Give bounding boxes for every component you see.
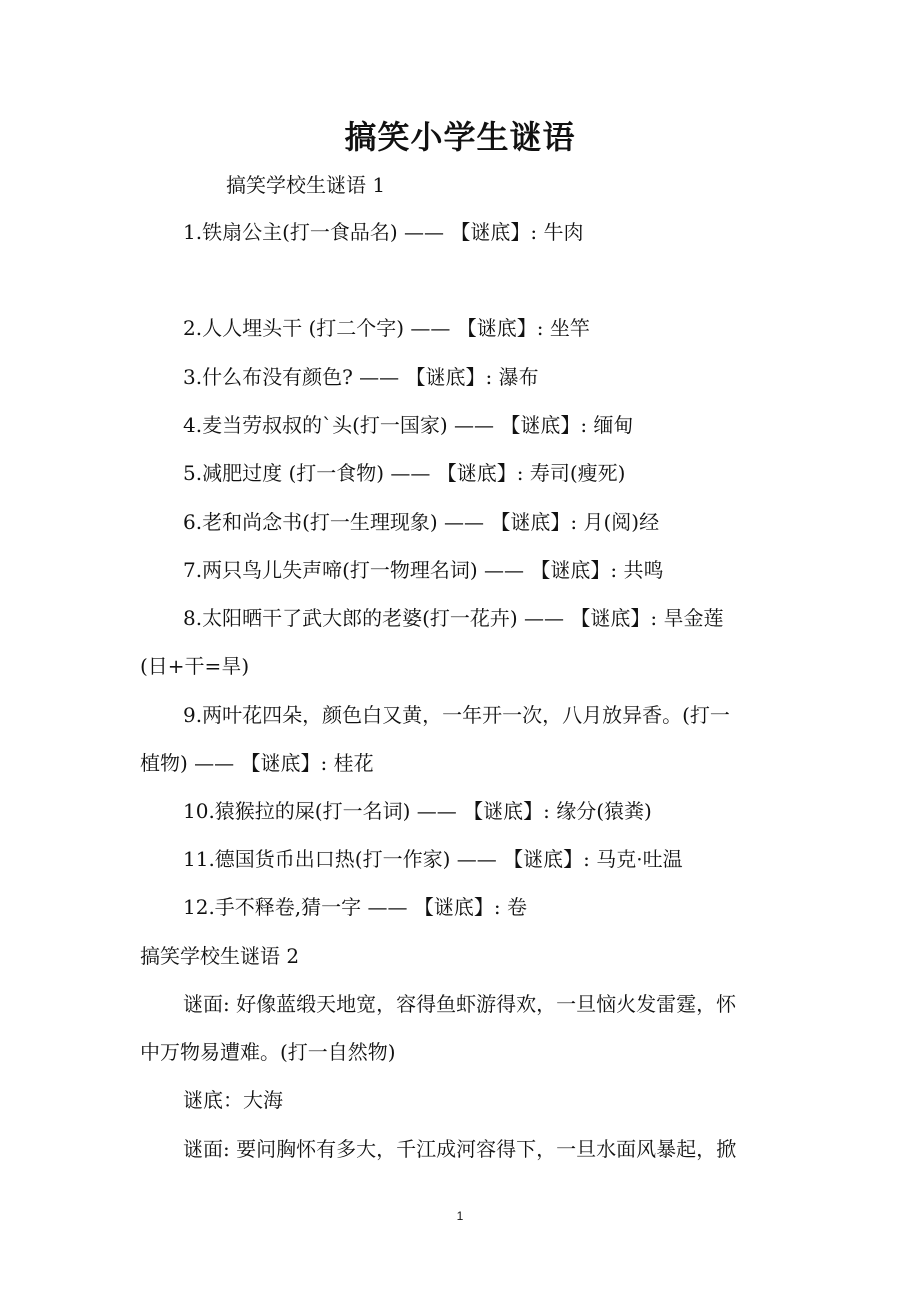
riddle-line: 12.手不释卷,猜一字 —— 【谜底】: 卷 bbox=[183, 895, 527, 919]
section-heading-1: 搞笑学校生谜语 1 bbox=[226, 173, 386, 197]
riddle-line-continued: 植物) —— 【谜底】: 桂花 bbox=[140, 751, 374, 775]
riddle-line: 8.太阳晒干了武大郎的老婆(打一花卉) —— 【谜底】: 旱金莲 bbox=[183, 606, 724, 630]
riddle-line: 2.人人埋头干 (打二个字) —— 【谜底】: 坐竿 bbox=[183, 316, 590, 340]
riddle-line: 10.猿猴拉的屎(打一名词) —— 【谜底】: 缘分(猿粪) bbox=[183, 799, 652, 823]
riddle-line-continued: (日+干=旱) bbox=[140, 654, 250, 678]
riddle-line: 5.减肥过度 (打一食物) —— 【谜底】: 寿司(瘦死) bbox=[183, 461, 626, 485]
riddle-answer-line: 谜底：大海 bbox=[183, 1088, 283, 1112]
section-heading-2: 搞笑学校生谜语 2 bbox=[140, 944, 300, 968]
document-title: 搞笑小学生谜语 bbox=[344, 118, 576, 156]
riddle-question-continued: 中万物易遭难。(打一自然物) bbox=[140, 1040, 396, 1064]
riddle-line: 11.德国货币出口热(打一作家) —— 【谜底】: 马克·吐温 bbox=[183, 847, 683, 871]
page-number: 1 bbox=[456, 1209, 464, 1223]
riddle-line: 7.两只鸟儿失声啼(打一物理名词) —— 【谜底】: 共鸣 bbox=[183, 558, 664, 582]
riddle-question-line: 谜面: 好像蓝缎天地宽，容得鱼虾游得欢，一旦恼火发雷霆，怀 bbox=[183, 992, 737, 1016]
riddle-line: 3.什么布没有颜色? —— 【谜底】: 瀑布 bbox=[183, 365, 539, 389]
riddle-line: 9.两叶花四朵，颜色白又黄，一年开一次，八月放异香。(打一 bbox=[183, 703, 730, 727]
riddle-line: 1.铁扇公主(打一食品名) —— 【谜底】: 牛肉 bbox=[183, 220, 584, 244]
riddle-question-line: 谜面: 要问胸怀有多大，千江成河容得下，一旦水面风暴起，掀 bbox=[183, 1137, 737, 1161]
riddle-line: 6.老和尚念书(打一生理现象) —— 【谜底】: 月(阅)经 bbox=[183, 510, 660, 534]
riddle-line: 4.麦当劳叔叔的`头(打一国家) —— 【谜底】: 缅甸 bbox=[183, 413, 634, 437]
